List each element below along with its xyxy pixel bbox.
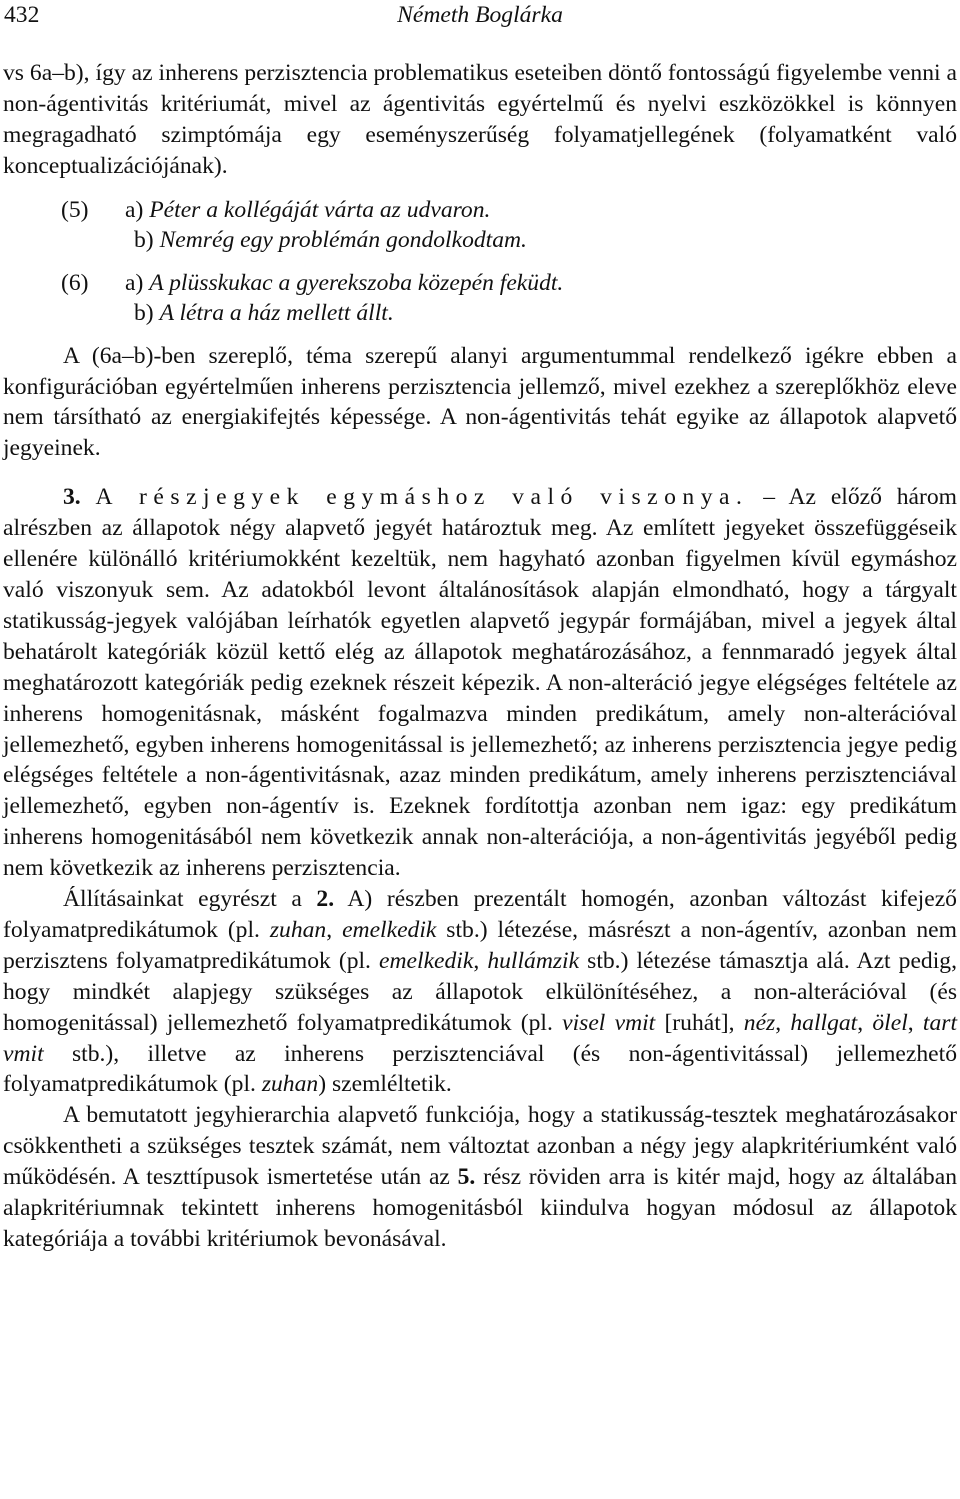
example-sub-label: a) (125, 269, 144, 296)
section-3-paragraph (3, 482, 957, 884)
example-number: (6) (61, 269, 89, 296)
example-5 (3, 195, 957, 255)
text-run: , (473, 947, 488, 974)
text-run: , (857, 1009, 873, 1036)
document-body (3, 58, 957, 1255)
section-spacer (3, 464, 957, 482)
example-verb: tart vmit (3, 1009, 957, 1067)
text-run: rész röviden arra is kitér majd, hogy az általában alapkritériumnak tekintett inherens homogenitásból kiindulva hogyan módosul az állapotok kategóriája a további kritériumok bevonásával. (3, 1164, 957, 1252)
paragraph-final (3, 1100, 957, 1255)
example-verb: zuhan (261, 1071, 319, 1098)
text-run: , (326, 916, 343, 943)
text-run: stb.) létezése, másrészt a non-ágentív, azonban nem perzisztens folyamatpredikátumok (pl. (3, 916, 957, 974)
example-sub-label: b) (134, 299, 154, 326)
text-run: , (907, 1009, 923, 1036)
text-run: , (775, 1009, 791, 1036)
example-verb: hallgat (790, 1009, 858, 1036)
example-5a (3, 195, 957, 225)
page-header (0, 2, 960, 32)
text-run: A) részben prezentált homogén, azonban változást kifejező folyamatpredikátumok (pl. (3, 886, 957, 943)
running-head: Németh Boglárka (397, 2, 563, 28)
example-sentence: A plüsskukac a gyerekszoba közepén feküdt. (149, 269, 564, 296)
example-6 (3, 268, 957, 328)
example-sentence: Nemrég egy problémán gondolkodtam. (159, 226, 527, 253)
paragraph-allitasaink (3, 884, 957, 1100)
section-number: 3. (63, 484, 81, 511)
example-verb: néz (743, 1009, 776, 1036)
text-run: ) szemléltetik. (318, 1071, 452, 1098)
page-number: 432 (4, 2, 40, 28)
text-run: A bemutatott jegyhierarchia alapvető funkciója, hogy a statikusság-tesztek meghatározásakor csökkentheti a szükséges tesztek számát, nem változtat azonban a négy jegy alapkritériumként való működésén. A teszttípusok ismertetése után az (3, 1102, 957, 1191)
example-sub-label: a) (125, 196, 144, 223)
example-6b (3, 298, 957, 328)
section-reference: 2. (316, 886, 335, 913)
section-3-text: – Az előző három alrészben az állapotok négy alapvető jegyét határoztuk meg. Az említett jegyeket összefüggéseik ellenére különálló kritériumokként kezeltük, nem hagyható azonban figyelmen kívül egymáshoz való viszonyuk sem. Az adatokból levont általánosítások alapján elmondható, hogy a tárgyalt statikusság-jegyek valójában leírhatók egyetlen alapvető jegypár formájában, mivel a jegyek által behatárolt kategóriák közül kettő elég az állapotok meghatározásához, a fennmaradó jegyek által meghatározott kategóriák pedig ezeknek részeit képezik. A non-alteráció jegye elégséges feltétele az inherens homogenitásnak, másként fogalmazva minden predikátum, amely non-alterációval jellemezhető, egyben inherens homogenitással is jellemezhető; az inherens perzisztencia jegye pedig elégséges feltétele a non-ágentivitásnak, azaz minden predikátum, amely inherens perzisztenciával jellemezhető, egyben non-ágentív is. Ezeknek fordítottja azonban nem igaz: egy predikátum inherens homogenitásából nem következik annak non-alterációja, a non-ágentivitás jegyéből pedig nem következik az inherens perzisztencia. (3, 484, 957, 882)
example-verb: visel vmit (562, 1009, 656, 1036)
example-5b (3, 225, 957, 255)
example-sentence: A létra a ház mellett állt. (159, 299, 394, 326)
text-run: Állításainkat egyrészt a (63, 886, 317, 913)
text-run: stb.) létezése támasztja alá. Azt pedig, hogy mindkét alapjegy szükséges az állapotok elkülönítéséhez, a non-alterációval (és homogenitással) jellemezhető folyamatpredikátumok (pl. (3, 947, 957, 1036)
example-verb: emelkedik (379, 947, 474, 974)
example-sentence: Péter a kollégáját várta az udvaron. (149, 196, 491, 223)
example-verb: emelkedik (342, 916, 437, 943)
paragraph-6ab: A (6a–b)-ben szereplő, téma szerepű alanyi argumentummal rendelkező igékre ebben a konfigurációban egyértelműen inherens perzisztencia jellemző, mivel ezekhez a szereplőkhöz eleve nem társítható az energiakifejtés képessége. A non-ágentivitás tehát egyike az állapotok alapvető jegyeinek. (3, 342, 957, 462)
example-number: (5) (61, 196, 89, 223)
section-title: A részjegyek egymáshoz való viszonya. (95, 484, 749, 511)
text-run: [ruhát], (655, 1009, 744, 1036)
example-verb: zuhan (269, 916, 327, 943)
example-verb: ölel (872, 1009, 908, 1036)
example-6a (3, 268, 957, 298)
section-reference: 5. (457, 1164, 476, 1191)
text-run: stb.), illetve az inherens perzisztenciával (és non-ágentivitással) jellemezhető folyamatpredikátumok (pl. (3, 1040, 957, 1098)
paragraph-intro: vs 6a–b), így az inherens perzisztencia problematikus eseteiben döntő fontosságú figyelembe venni a non-ágentivitás kritériumát, mivel az ágentivitás egyértelmű és nyelvi eszközökkel is könnyen megragadható szimptómája egy eseményszerűség folyamatjellegének (folyamatként való konceptualizációjának). (3, 60, 957, 179)
example-verb: hullámzik (487, 947, 580, 974)
example-sub-label: b) (134, 226, 154, 253)
